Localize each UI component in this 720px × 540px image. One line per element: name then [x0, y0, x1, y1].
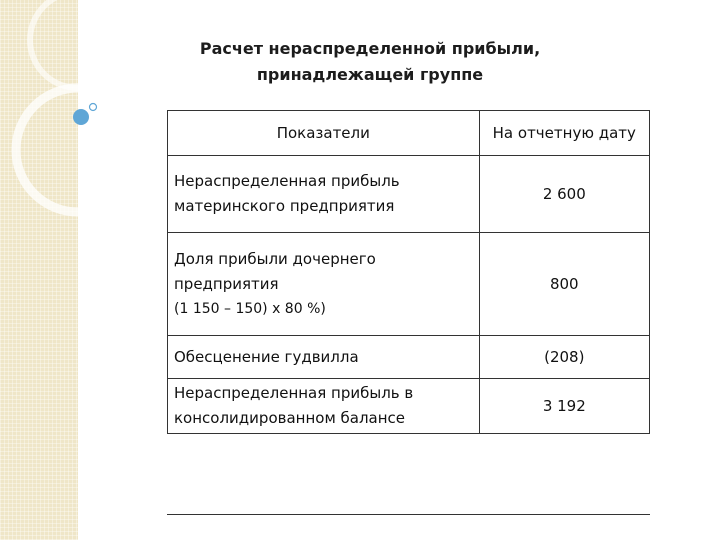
- row-detail: (1 150 – 150) х 80 %): [174, 300, 326, 317]
- table-row: [168, 336, 650, 379]
- accent-dot-icon: [73, 109, 89, 125]
- title-line-2: принадлежащей группе: [256, 65, 484, 84]
- row-value: 3 192: [479, 379, 649, 434]
- row-value: 2 600: [479, 156, 649, 233]
- bottom-divider: [167, 514, 650, 515]
- page-title: [150, 36, 590, 88]
- column-header-reporting-date: На отчетную дату: [479, 111, 649, 156]
- row-value: 800: [479, 233, 649, 336]
- table-row: [168, 156, 650, 233]
- table-row: [168, 379, 650, 434]
- row-label: Доля прибыли дочернего предприятия: [174, 249, 376, 293]
- retained-earnings-table: [167, 110, 650, 434]
- table-row: [168, 233, 650, 336]
- title-line-1: Расчет нераспределенной прибыли,: [199, 39, 541, 58]
- column-header-indicators: Показатели: [168, 111, 480, 156]
- row-value: (208): [479, 336, 649, 379]
- decorative-circles-graphic: [0, 0, 140, 260]
- table-header-row: [168, 111, 650, 156]
- row-label: Нераспределенная прибыль в консолидированном балансе: [168, 379, 480, 434]
- row-label: Обесценение гудвилла: [168, 336, 480, 379]
- row-label: Нераспределенная прибыль материнского предприятия: [168, 156, 480, 233]
- small-ring-icon: [90, 104, 97, 111]
